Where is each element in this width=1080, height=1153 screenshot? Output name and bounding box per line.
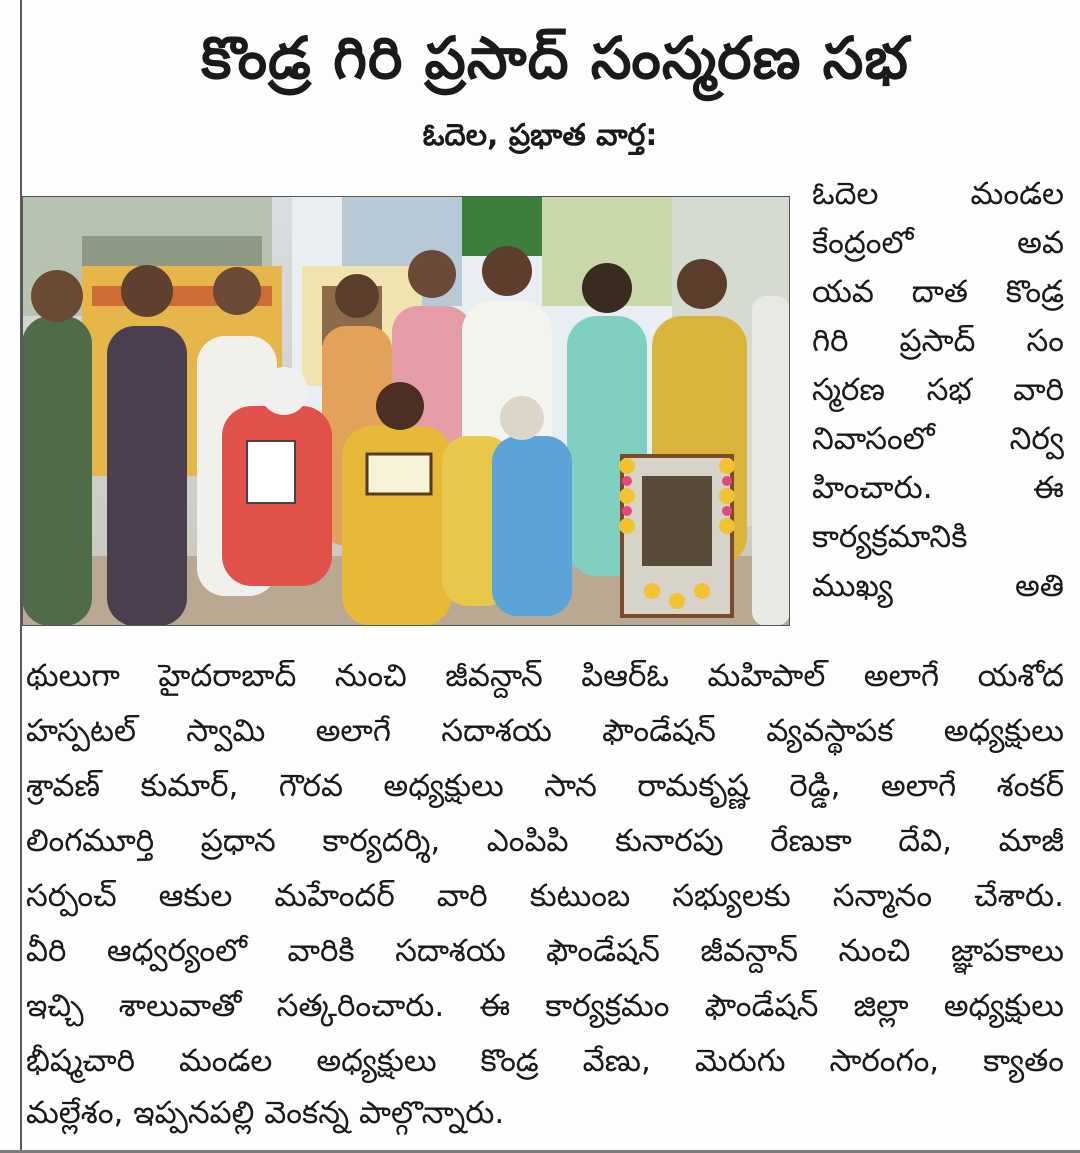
article-photo xyxy=(22,196,790,626)
article-dateline: ఓదెల, ప్రభాత వార్త: xyxy=(422,118,658,153)
body-line: ఇచ్చి శాలువాతో సత్కరించారు. ఈ కార్యక్రమం ఫౌండేషన్ జిల్లా అధ్యక్షులు xyxy=(26,988,1064,1024)
body-line: హస్పటల్ స్వామి అలాగే సదాశయ ఫౌండేషన్ వ్యవస్థాపక అధ్యక్షులు xyxy=(26,713,1064,749)
body-line: భీష్మచారి మండల అధ్యక్షులు కొండ్ర వేణు, మెరుగు సారంగం, క్యాతం xyxy=(26,1043,1064,1079)
body-line: శ్రావణ్ కుమార్, గౌరవ అధ్యక్షులు సాన రామకృష్ణ రెడ్డి, అలాగే శంకర్ xyxy=(26,768,1064,804)
column-line: యవ దాత కొండ్ర xyxy=(812,274,1064,310)
body-line: వీరి ఆధ్వర్యంలో వారికి సదాశయ ఫౌండేషన్ జీవన్దాన్ నుంచి జ్ఞాపకాలు xyxy=(26,933,1064,969)
body-line: మల్లేశం, ఇప్పనపల్లి వెంకన్న పాల్గొన్నారు. xyxy=(26,1095,505,1131)
body-line: సర్పంచ్ ఆకుల మహేందర్ వారి కుటుంబ సభ్యులకు సన్మానం చేశారు. xyxy=(26,878,1064,914)
column-line: హించారు. ఈ xyxy=(812,470,1064,506)
column-line: నివాసంలో నిర్వ xyxy=(812,421,1064,457)
column-line: ఓదెల మండల xyxy=(812,176,1064,212)
column-line: ముఖ్య అతి xyxy=(812,568,1064,604)
body-line: థులుగా హైదరాబాద్ నుంచి జీవన్దాన్ పిఆర్ఓ మహిపాల్ అలాగే యశోద xyxy=(26,658,1064,694)
column-line: కార్యక్రమానికి xyxy=(812,519,968,555)
column-line: కేంద్రంలో అవ xyxy=(812,225,1064,261)
column-line: గిరి ప్రసాద్ సం xyxy=(812,323,1064,359)
column-line: స్మరణ సభ వారి xyxy=(812,372,1064,408)
body-line: లింగమూర్తి ప్రధాన కార్యదర్శి, ఎంపిపి కునారపు రేణుకా దేవి, మాజీ xyxy=(26,823,1064,859)
article-headline: కొండ్ర గిరి ప్రసాద్ సంస్మరణ సభ xyxy=(201,24,909,92)
